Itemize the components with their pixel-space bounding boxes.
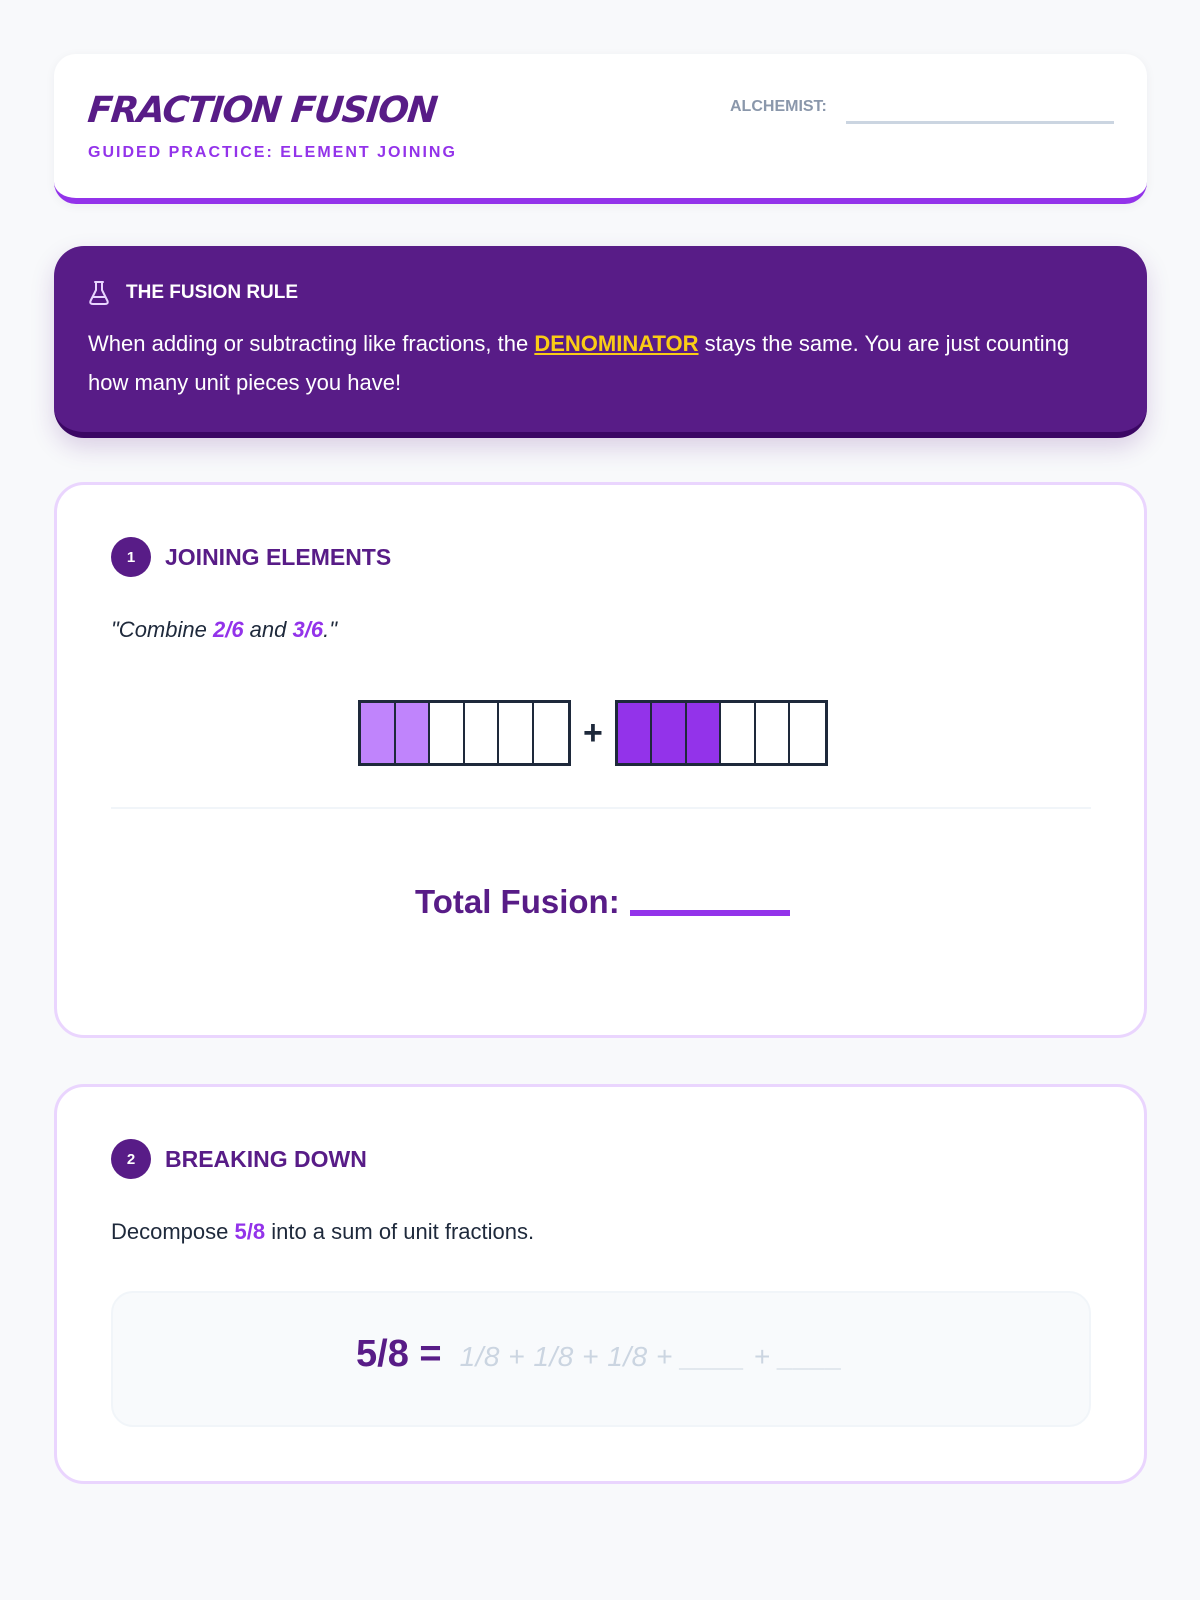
decompose-prompt <box>111 1219 534 1245</box>
divider <box>111 807 1091 809</box>
combine-prompt <box>111 617 337 643</box>
section-title: BREAKING DOWN <box>165 1145 367 1172</box>
bar-cell-empty <box>430 703 465 763</box>
section-header <box>111 1139 367 1179</box>
plus-operator: + <box>583 714 603 752</box>
prompt-end: ." <box>323 617 338 642</box>
bar-cell-empty <box>465 703 500 763</box>
page-subtitle: GUIDED PRACTICE: ELEMENT JOINING <box>88 144 457 161</box>
bar-cell-empty <box>534 703 569 763</box>
equation <box>356 1333 843 1376</box>
fraction-bars <box>358 700 828 766</box>
section-title: JOINING ELEMENTS <box>165 543 392 570</box>
total-fusion <box>415 883 790 921</box>
section-breaking-down <box>54 1084 1147 1484</box>
bar-cell-shaded <box>618 703 653 763</box>
section-joining-elements <box>54 482 1147 1038</box>
section-header <box>111 537 391 577</box>
rule-text <box>88 324 1098 402</box>
decompose-fraction: 5/8 <box>234 1219 266 1244</box>
fraction-b: 3/6 <box>292 617 324 642</box>
total-fusion-answer-line[interactable] <box>630 910 790 916</box>
decompose-text-end: into a sum of unit fractions. <box>265 1219 535 1244</box>
header-card <box>54 54 1147 204</box>
fusion-rule-card <box>54 246 1147 438</box>
page-title: FRACTION FUSION <box>85 90 439 131</box>
total-fusion-label: Total Fusion: <box>415 883 620 920</box>
bar-cell-empty <box>499 703 534 763</box>
section-number-badge: 1 <box>111 537 151 577</box>
prompt-mid: and <box>243 617 293 642</box>
rule-text-after: stays the same. You are just counting how many unit pieces you have! <box>88 331 1070 395</box>
rule-title: THE FUSION RULE <box>126 282 299 303</box>
bar-cell-shaded <box>361 703 396 763</box>
worksheet-page <box>54 54 1147 1375</box>
alchemist-name-input[interactable] <box>846 94 1114 124</box>
prompt-start: "Combine <box>111 617 213 642</box>
rule-header <box>88 280 298 306</box>
alchemist-label: ALCHEMIST: <box>730 98 827 115</box>
fraction-bar-a <box>358 700 571 766</box>
equation-box <box>111 1291 1091 1427</box>
fraction-bar-b <box>615 700 828 766</box>
section-number-badge: 2 <box>111 1139 151 1179</box>
decompose-text-start: Decompose <box>111 1219 235 1244</box>
denominator-highlight: DENOMINATOR <box>534 331 699 356</box>
rule-text-before: When adding or subtracting like fractions, the <box>88 331 535 356</box>
equation-right-answer[interactable]: 1/8 + 1/8 + 1/8 + ____ + ____ <box>459 1341 844 1372</box>
bar-cell-empty <box>790 703 825 763</box>
equation-left: 5/8 = <box>356 1333 442 1375</box>
flask-icon <box>88 280 110 306</box>
fraction-a: 2/6 <box>212 617 244 642</box>
bar-cell-empty <box>721 703 756 763</box>
bar-cell-shaded <box>687 703 722 763</box>
bar-cell-empty <box>756 703 791 763</box>
bar-cell-shaded <box>396 703 431 763</box>
bar-cell-shaded <box>652 703 687 763</box>
